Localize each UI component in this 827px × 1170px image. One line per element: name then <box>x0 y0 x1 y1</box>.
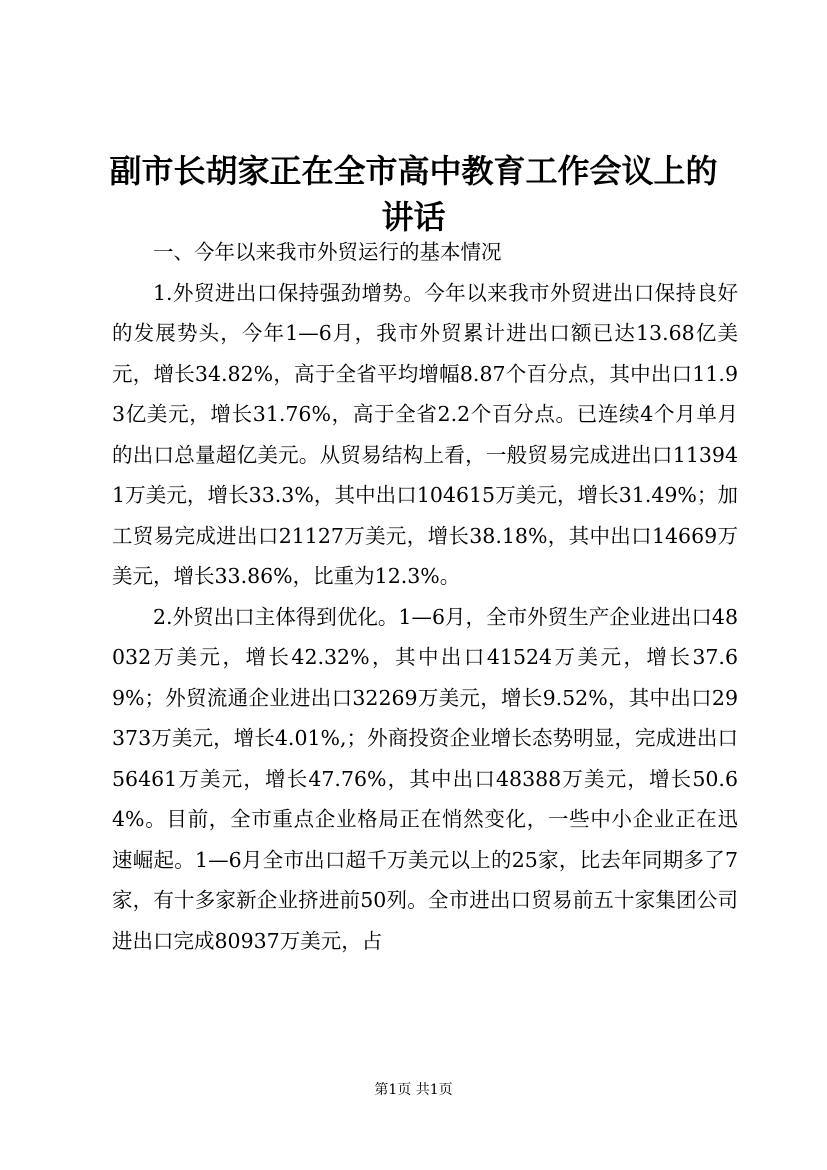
paragraph-export-entities: 2.外贸出口主体得到优化。1—6月，全市外贸生产企业进出口48032万美元，增长42.32%，其中出口41524万美元，增长37.69%；外贸流通企业进出口32269万美元，增长9.52%，其中出口29373万美元，增长4.01%,；外商投资企业增长态势明显，完成进出口56461万美元，增长47.76%，其中出口48388万美元，增长50.64%。目前，全市重点企业格局正在悄然变化，一些中小企业正在迅速崛起。1—6月全市出口超千万美元以上的25家，比去年同期多了7家，有十多家新企业挤进前50列。全市进出口贸易前五十家集团公司进出口完成80937万美元，占 <box>112 604 738 953</box>
document-title: 副市长胡家正在全市高中教育工作会议上的讲话 <box>109 152 718 236</box>
section-heading: 一、今年以来我市外贸运行的基本情况 <box>153 240 502 264</box>
document-body <box>112 232 738 961</box>
page-footer: 第1页 共1页 <box>374 1082 453 1098</box>
paragraph-trade-growth: 1.外贸进出口保持强劲增势。今年以来我市外贸进出口保持良好的发展势头，今年1—6月，我市外贸累计进出口额已达13.68亿美元，增长34.82%，高于全省平均增幅8.87个百分点，其中出口11.93亿美元，增长31.76%，高于全省2.2个百分点。已连续4个月单月的出口总量超亿美元。从贸易结构上看，一般贸易完成进出口113941万美元，增长33.3%，其中出口104615万美元，增长31.49%；加工贸易完成进出口21127万美元，增长38.18%，其中出口14669万美元，增长33.86%，比重为12.3%。 <box>112 280 738 588</box>
